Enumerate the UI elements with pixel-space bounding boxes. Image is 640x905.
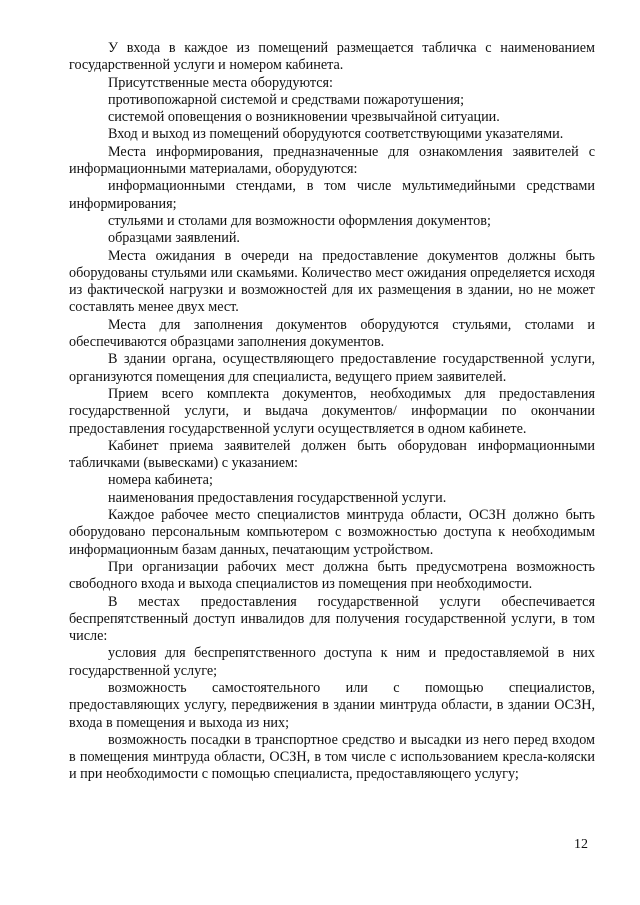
page-number: 12 bbox=[574, 837, 588, 852]
paragraph-info-places: Места информирования, предназначенные для ознакомления заявителей с информационными материалами, оборудуются: bbox=[69, 143, 595, 178]
paragraph-sample-forms: образцами заявлений. bbox=[108, 230, 240, 247]
paragraph-single-office: Прием всего комплекта документов, необходимых для предоставления государственной услуги, и выдача документов/ информации по окончании предоставления государственной услуги осуществляется в одном кабинете. bbox=[69, 385, 595, 437]
paragraph-specialist-rooms: В здании органа, осуществляющего предоставление государственной услуги, организуются помещения для специалиста, ведущего прием заявителей. bbox=[69, 351, 595, 385]
paragraph-filling-places: Места для заполнения документов оборудуются стульями, столами и обеспечиваются образцами заполнения документов. bbox=[69, 316, 595, 351]
paragraph-office-number: номера кабинета; bbox=[108, 472, 213, 489]
paragraph-transport-boarding: возможность посадки в транспортное средство и высадки из него перед входом в помещения минтруда области, ОСЗН, в том числе с использованием кресла-коляски и при необходимости с помощью специалиста, предоставляющего услугу; bbox=[69, 731, 595, 783]
paragraph-office-signs: Кабинет приема заявителей должен быть оборудован информационными табличками (вывесками) с указанием: bbox=[69, 437, 595, 472]
paragraph-info-stands: информационными стендами, в том числе мультимедийными средствами информирования; bbox=[69, 178, 595, 212]
paragraph-movement-assistance: возможность самостоятельного или с помощью специалистов, предоставляющих услугу, передвижения в здании минтруда области, в здании ОСЗН, входа в помещения и выхода из них; bbox=[69, 679, 595, 731]
paragraph-entrance-sign: У входа в каждое из помещений размещается табличка с наименованием государственной услуги и номером кабинета. bbox=[69, 40, 595, 74]
paragraph-reception-equipment: Присутственные места оборудуются: bbox=[108, 74, 333, 91]
paragraph-chairs-tables: стульями и столами для возможности оформления документов; bbox=[108, 212, 491, 229]
paragraph-fire-system: противопожарной системой и средствами пожаротушения; bbox=[108, 91, 465, 108]
paragraph-waiting-area: Места ожидания в очереди на предоставление документов должны быть оборудованы стульями или скамьями. Количество мест ожидания определяется исходя из фактической нагрузки и возможностей для их размещения в здании, но не может составлять менее двух мест. bbox=[69, 247, 595, 316]
paragraph-alert-system: системой оповещения о возникновении чрезвычайной ситуации. bbox=[108, 109, 500, 126]
paragraph-disability-access: В местах предоставления государственной услуги обеспечивается беспрепятственный доступ инвалидов для получения государственной услуги, в том числе: bbox=[69, 593, 595, 645]
paragraph-exit-signs: Вход и выход из помещений оборудуются соответствующими указателями. bbox=[108, 126, 564, 143]
paragraph-workstations: Каждое рабочее место специалистов минтруда области, ОСЗН должно быть оборудовано персональным компьютером с возможностью доступа к необходимым информационным базам данных, печатающим устройством. bbox=[69, 507, 595, 558]
paragraph-free-access: При организации рабочих мест должна быть предусмотрена возможность свободного входа и выхода специалистов из помещения при необходимости. bbox=[69, 558, 595, 593]
paragraph-service-name: наименования предоставления государственной услуги. bbox=[108, 489, 447, 506]
document-body bbox=[69, 40, 595, 784]
paragraph-access-conditions: условия для беспрепятственного доступа к ним и предоставляемой в них государственной услуге; bbox=[69, 645, 595, 679]
